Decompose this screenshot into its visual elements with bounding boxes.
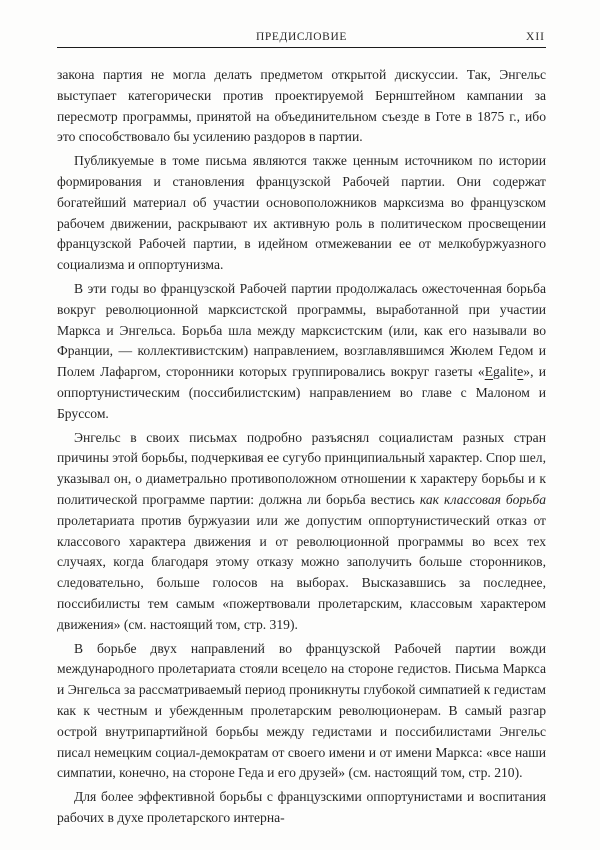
accented-letter: E: [484, 364, 494, 380]
paragraph: [57, 65, 546, 148]
text-run: galit: [493, 364, 518, 380]
page-header: [57, 30, 546, 45]
text-run: закона партия не могла делать предметом открытой дискуссии. Так, Энгельс выступает категорически против проектируемой Бернштейном кампании за пересмотр программы, принятой на объединительном съезде в Готе в 1875 г., ибо это способствовало бы усилению раздоров в партии.: [57, 67, 546, 145]
text-run: пролетариата против буржуазии или же допустим оппортунистический отказ от классового характера движения и от революционной программы во всех тех случаях, когда благодаря этому отказу можно заполучить больше сторонников, следовательно, больше голосов на выборах. Высказавшись за последнее, поссибилисты тем самым «пожертвовали пролетарским, классовым характером движения» (см. настоящий том, стр. 319).: [57, 512, 546, 632]
text-run: Для более эффективной борьбы с французскими оппортунистами и воспитания рабочих в духе пролетарского интерна-: [57, 789, 546, 825]
paragraph: [57, 151, 546, 276]
text-run: В борьбе двух направлений во французской Рабочей партии вожди международного пролетариата стояли всецело на стороне гедистов. Письма Маркса и Энгельса за рассматриваемый период проникнуты глубокой симпатией к гедистам как к честным и убежденным пролетарским революционерам. В самый разгар острой внутрипартийной борьбы между гедистами и поссибилистами Энгельс писал немецким социал-демократам от своего имени и от имени Маркса: «все наши симпатии, конечно, на стороне Геда и его друзей» (см. настоящий том, стр. 210).: [57, 640, 546, 781]
header-rule: [57, 47, 546, 48]
page-number: XII: [526, 31, 545, 43]
text-run: », и оппортунистическим (поссибилистским) направлением во главе с Малоном и Бруссом.: [57, 364, 546, 421]
page-body: [57, 65, 546, 829]
paragraph: [57, 639, 546, 785]
accented-letter: e: [517, 364, 524, 380]
text-run: Публикуемые в томе письма являются также ценным источником по истории формирования и становления французской Рабочей партии. Они содержат богатейший материал об участии основоположников марксизма во французском рабочем движении, раскрывают их активную роль в политическом просвещении французской Рабочей партии, в идейном отмежевании ее от мелкобуржуазного социализма и оппортунизма.: [57, 153, 546, 273]
paragraph: [57, 428, 546, 636]
text-run: В эти годы во французской Рабочей партии продолжалась ожесточенная борьба вокруг революционной марксистской программы, выработанной при участии Маркса и Энгельса. Борьба шла между марксистским (или, как его называли во Франции, — коллективистским) направлением, возглавлявшимся Жюлем Гедом и Полем Лафаргом, сторонники которых группировались вокруг газеты «: [57, 280, 546, 380]
running-title: ПРЕДИСЛОВИЕ: [256, 31, 347, 43]
emphasized-text: как классовая борьба: [419, 491, 546, 507]
paragraph: [57, 787, 546, 829]
text-run: Энгельс в своих письмах подробно разъяснял социалистам разных стран причины этой борьбы, подчеркивая ее сугубо принципиальный характер. Спор шел, указывал он, о диаметрально противоположном отношении к характеру борьбы и к политической программе партии: должна ли борьба вестись: [57, 429, 546, 507]
paragraph: [57, 279, 546, 425]
